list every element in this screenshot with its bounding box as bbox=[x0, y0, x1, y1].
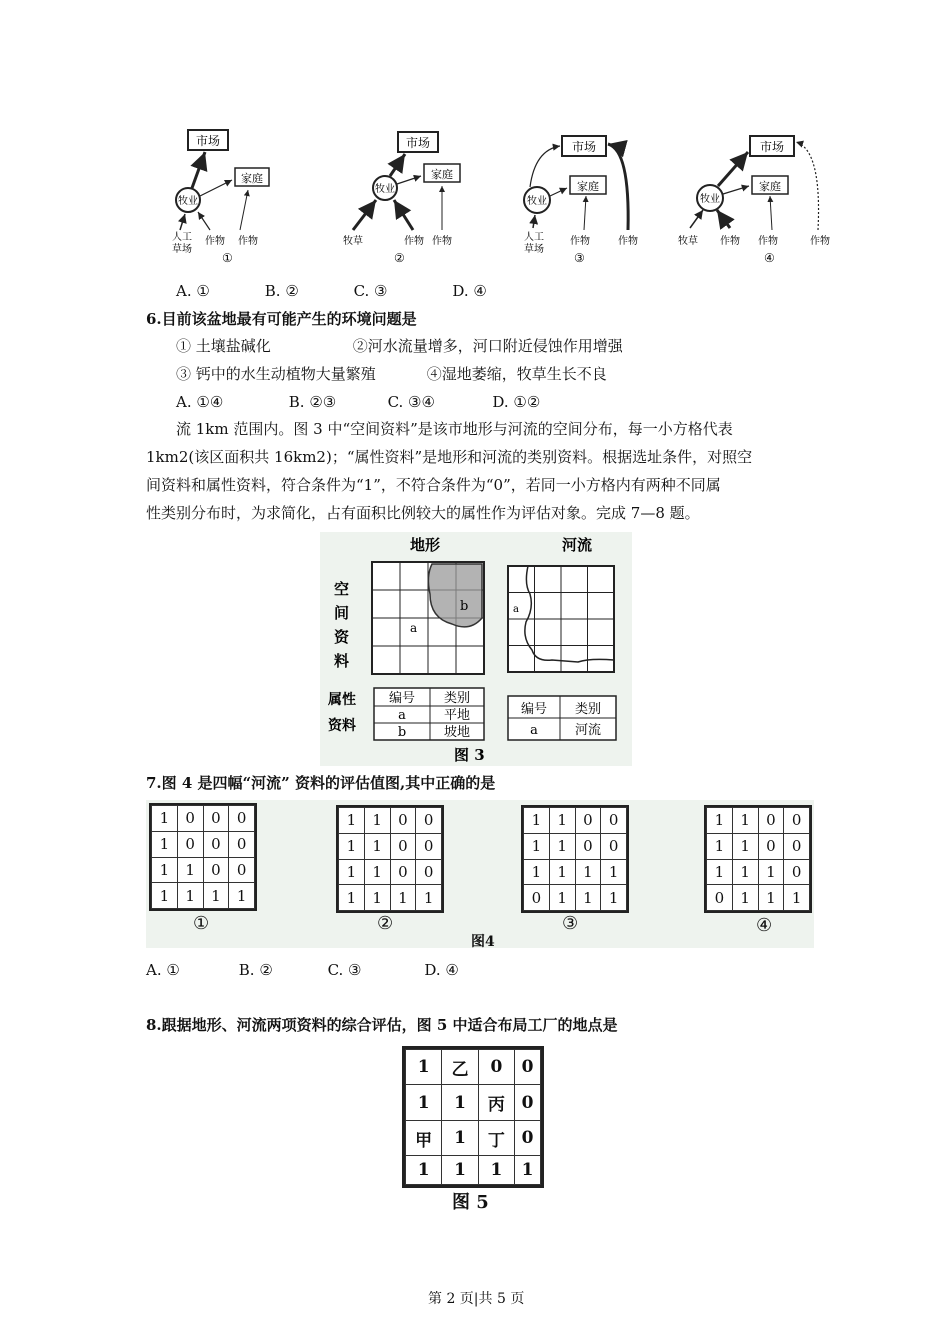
d1-src4: 作物 bbox=[238, 236, 258, 247]
diagram-1 bbox=[172, 130, 269, 265]
terrain-td-1-2: 平地 bbox=[443, 708, 471, 723]
fig5-cell: 1 bbox=[478, 1156, 514, 1185]
fig5-cell: 1 bbox=[406, 1156, 442, 1185]
g1-cell: 1 bbox=[177, 883, 203, 909]
diagram-2 bbox=[343, 132, 460, 265]
fig4-num-3: ③ bbox=[562, 913, 579, 934]
g2-cell: 1 bbox=[364, 885, 390, 911]
d4-src4: 作物 bbox=[810, 236, 830, 247]
g3-cell: 0 bbox=[524, 885, 550, 911]
d2-src1: 牧草 bbox=[343, 236, 363, 247]
fig3-side-4: 料 bbox=[334, 652, 350, 670]
g2-cell: 0 bbox=[390, 833, 416, 859]
terrain-grid bbox=[372, 562, 484, 674]
d2-herder: 牧业 bbox=[375, 184, 395, 195]
g3-cell: 1 bbox=[524, 833, 550, 859]
g1-cell: 1 bbox=[152, 806, 178, 832]
terrain-label-a: a bbox=[410, 621, 418, 635]
terrain-attr-table bbox=[374, 688, 484, 740]
river-label-a: a bbox=[513, 604, 519, 615]
g2-cell: 0 bbox=[416, 833, 442, 859]
g2-cell: 1 bbox=[364, 808, 390, 834]
d1-home: 家庭 bbox=[241, 172, 263, 185]
g4-cell: 0 bbox=[707, 885, 733, 911]
g3-cell: 0 bbox=[601, 808, 627, 834]
q5-option-b[interactable]: B. ② bbox=[264, 282, 299, 300]
page-footer: 第 2 页|共 5 页 bbox=[428, 1291, 525, 1307]
d3-num: ③ bbox=[574, 251, 585, 265]
g3-cell: 0 bbox=[575, 808, 601, 834]
q7-option-d[interactable]: D. ④ bbox=[424, 961, 459, 979]
q5-options bbox=[176, 281, 487, 301]
fig3-attr-1: 属性 bbox=[328, 692, 356, 708]
g2-cell: 1 bbox=[339, 885, 365, 911]
fig3-title-terrain: 地形 bbox=[410, 536, 441, 554]
q6-stem: 6.目前该盆地最有可能产生的环境问题是 bbox=[146, 310, 417, 328]
d3-market: 市场 bbox=[571, 140, 597, 154]
q6-line-2 bbox=[176, 364, 607, 384]
fig5-cell: 1 bbox=[442, 1120, 478, 1155]
g4-cell: 0 bbox=[784, 859, 810, 885]
g2-cell: 0 bbox=[390, 808, 416, 834]
fig5-cell: 0 bbox=[515, 1050, 541, 1085]
fig5-caption: 图 5 bbox=[452, 1192, 489, 1213]
g3-cell: 1 bbox=[575, 885, 601, 911]
q5-option-a[interactable]: A. ① bbox=[176, 282, 210, 300]
g4-cell: 1 bbox=[732, 808, 758, 834]
d1-src1: 人工 bbox=[172, 232, 192, 243]
river-td-1: a bbox=[530, 723, 538, 738]
fig5-cell: 0 bbox=[515, 1120, 541, 1155]
g3-cell: 1 bbox=[524, 859, 550, 885]
terrain-td-1-1: a bbox=[398, 708, 406, 723]
g2-cell: 1 bbox=[339, 859, 365, 885]
fig5-cell: 0 bbox=[515, 1085, 541, 1120]
g4-cell: 1 bbox=[732, 859, 758, 885]
fig4-grid-1 bbox=[149, 803, 257, 911]
river-attr-table bbox=[508, 696, 616, 740]
q7-option-c[interactable]: C. ③ bbox=[327, 961, 362, 979]
fig4-num-1: ① bbox=[193, 913, 210, 934]
g4-cell: 1 bbox=[707, 833, 733, 859]
g4-cell: 1 bbox=[758, 885, 784, 911]
fig3-caption: 图 3 bbox=[454, 746, 485, 764]
d4-src3: 作物 bbox=[758, 236, 778, 247]
g4-cell: 0 bbox=[758, 808, 784, 834]
d4-herder: 牧业 bbox=[700, 194, 720, 205]
fig1-diagrams bbox=[150, 120, 850, 270]
fig5-cell: 1 bbox=[515, 1156, 541, 1185]
river-th-2: 类别 bbox=[574, 702, 602, 717]
g1-cell: 0 bbox=[177, 806, 203, 832]
diagram-4 bbox=[678, 136, 830, 265]
fig4-grid-3 bbox=[521, 805, 629, 913]
q6-item-1: ① 土壤盐碱化 bbox=[176, 337, 271, 355]
g1-cell: 0 bbox=[229, 806, 255, 832]
q6-options bbox=[176, 392, 540, 412]
terrain-th-2: 类别 bbox=[443, 691, 471, 706]
q6-line-1 bbox=[176, 336, 623, 356]
d3-src1: 人工 bbox=[524, 232, 544, 243]
fig5-cell: 丁 bbox=[478, 1120, 514, 1155]
terrain-td-2-1: b bbox=[397, 725, 407, 740]
q6-item-2: ②河水流量增多，河口附近侵蚀作用增强 bbox=[352, 337, 623, 355]
g1-cell: 0 bbox=[229, 857, 255, 883]
d2-market: 市场 bbox=[405, 136, 431, 150]
d3-src3: 作物 bbox=[570, 236, 590, 247]
g2-cell: 0 bbox=[416, 808, 442, 834]
q5-option-c[interactable]: C. ③ bbox=[353, 282, 388, 300]
fig3-side-3: 资 bbox=[334, 628, 350, 646]
g3-cell: 1 bbox=[549, 833, 575, 859]
fig3 bbox=[320, 532, 632, 766]
d2-home: 家庭 bbox=[431, 168, 453, 181]
g2-cell: 1 bbox=[416, 885, 442, 911]
d2-num: ② bbox=[394, 251, 405, 265]
diagram-3 bbox=[524, 136, 638, 265]
g1-cell: 0 bbox=[203, 806, 229, 832]
g3-cell: 1 bbox=[601, 885, 627, 911]
g1-cell: 0 bbox=[203, 831, 229, 857]
fig4-num-2: ② bbox=[377, 913, 394, 934]
q7-options bbox=[146, 960, 459, 980]
g4-cell: 1 bbox=[732, 833, 758, 859]
q7-option-b[interactable]: B. ② bbox=[238, 961, 273, 979]
fig3-side-2: 间 bbox=[334, 604, 350, 622]
fig5-cell: 1 bbox=[406, 1050, 442, 1085]
g1-cell: 1 bbox=[177, 857, 203, 883]
g2-cell: 1 bbox=[364, 833, 390, 859]
g3-cell: 0 bbox=[601, 833, 627, 859]
d4-src1: 牧草 bbox=[678, 236, 698, 247]
g4-cell: 1 bbox=[732, 885, 758, 911]
g1-cell: 0 bbox=[177, 831, 203, 857]
fig3-attr-2: 资料 bbox=[328, 718, 356, 734]
g3-cell: 1 bbox=[601, 859, 627, 885]
d3-home: 家庭 bbox=[577, 180, 599, 193]
g1-cell: 1 bbox=[229, 883, 255, 909]
fig4-grid-2 bbox=[336, 805, 444, 913]
g4-cell: 0 bbox=[784, 833, 810, 859]
g1-cell: 0 bbox=[203, 857, 229, 883]
g4-cell: 1 bbox=[707, 859, 733, 885]
g2-cell: 1 bbox=[339, 833, 365, 859]
d1-src3: 作物 bbox=[205, 236, 225, 247]
d4-num: ④ bbox=[764, 251, 775, 265]
fig4-caption: 图4 bbox=[471, 934, 495, 950]
fig5-cell: 乙 bbox=[442, 1050, 478, 1085]
g3-cell: 1 bbox=[549, 885, 575, 911]
q8-stem: 8.跟据地形、河流两项资料的综合评估，图 5 中适合布局工厂的地点是 bbox=[146, 1016, 618, 1034]
q6-item-3: ③ 钙中的水生动植物大量繁殖 bbox=[176, 365, 376, 383]
g2-cell: 0 bbox=[390, 859, 416, 885]
d2-src3: 作物 bbox=[432, 236, 452, 247]
fig4-num-4: ④ bbox=[756, 915, 773, 936]
g1-cell: 1 bbox=[152, 857, 178, 883]
fig3-title-river: 河流 bbox=[562, 536, 593, 554]
q6-option-c[interactable]: C. ③④ bbox=[387, 393, 435, 411]
river-grid bbox=[508, 566, 614, 672]
g1-cell: 1 bbox=[152, 883, 178, 909]
q7-option-a[interactable]: A. ① bbox=[146, 961, 180, 979]
fig5-cell: 甲 bbox=[406, 1120, 442, 1155]
q7-stem: 7.图 4 是四幅“河流” 资料的评估值图,其中正确的是 bbox=[146, 774, 496, 792]
g2-cell: 1 bbox=[364, 859, 390, 885]
q5-option-d[interactable]: D. ④ bbox=[452, 282, 487, 300]
intro-line-1: 流 1km 范围内。图 3 中“空间资料”是该市地形与河流的空间分布，每一小方格代表 bbox=[176, 420, 733, 438]
g2-cell: 1 bbox=[390, 885, 416, 911]
g3-cell: 1 bbox=[549, 859, 575, 885]
q6-option-b[interactable]: B. ②③ bbox=[288, 393, 337, 411]
fig5-cell: 1 bbox=[442, 1085, 478, 1120]
g1-cell: 0 bbox=[229, 831, 255, 857]
g4-cell: 1 bbox=[758, 859, 784, 885]
intro-line-3: 间资料和属性资料，符合条件为“1”，不符合条件为“0”，若同一小方格内有两种不同属 bbox=[146, 476, 721, 494]
g1-cell: 1 bbox=[203, 883, 229, 909]
d1-herder: 牧业 bbox=[178, 196, 198, 207]
fig4-grid-4 bbox=[704, 805, 812, 913]
fig5-cell: 1 bbox=[442, 1156, 478, 1185]
fig5-cell: 1 bbox=[406, 1085, 442, 1120]
terrain-label-b: b bbox=[460, 599, 469, 614]
d1-src2: 草场 bbox=[172, 244, 192, 255]
d1-market: 市场 bbox=[195, 134, 221, 148]
d1-num: ① bbox=[222, 251, 233, 265]
g2-cell: 0 bbox=[416, 859, 442, 885]
intro-line-2: 1km2(该区面积共 16km2)；“属性资料”是地形和河流的类别资料。根据选址条件，对照空 bbox=[146, 448, 753, 466]
river-td-2: 河流 bbox=[574, 723, 602, 738]
q6-option-a[interactable]: A. ①④ bbox=[176, 393, 224, 411]
fig5-grid bbox=[402, 1046, 544, 1188]
river-th-1: 编号 bbox=[520, 702, 548, 717]
g3-cell: 1 bbox=[575, 859, 601, 885]
g3-cell: 0 bbox=[575, 833, 601, 859]
g4-cell: 1 bbox=[707, 808, 733, 834]
d4-market: 市场 bbox=[759, 140, 785, 154]
d3-src4: 作物 bbox=[618, 236, 638, 247]
g1-cell: 1 bbox=[152, 831, 178, 857]
d2-src2: 作物 bbox=[404, 236, 424, 247]
g3-cell: 1 bbox=[549, 808, 575, 834]
g3-cell: 1 bbox=[524, 808, 550, 834]
d4-src2: 作物 bbox=[720, 236, 740, 247]
fig5-cell: 0 bbox=[478, 1050, 514, 1085]
d3-src2: 草场 bbox=[524, 244, 544, 255]
terrain-td-2-2: 坡地 bbox=[443, 725, 471, 740]
d4-home: 家庭 bbox=[759, 180, 781, 193]
fig3-side-1: 空 bbox=[334, 580, 350, 598]
q6-option-d[interactable]: D. ①② bbox=[492, 393, 541, 411]
g4-cell: 0 bbox=[758, 833, 784, 859]
intro-line-4: 性类别分布时，为求简化，占有面积比例较大的属性作为评估对象。完成 7—8 题。 bbox=[146, 504, 700, 522]
q6-item-4: ④湿地萎缩，牧草生长不良 bbox=[426, 365, 607, 383]
fig5-cell: 丙 bbox=[478, 1085, 514, 1120]
d3-herder: 牧业 bbox=[527, 196, 547, 207]
g2-cell: 1 bbox=[339, 808, 365, 834]
terrain-th-1: 编号 bbox=[388, 691, 416, 706]
g4-cell: 1 bbox=[784, 885, 810, 911]
g4-cell: 0 bbox=[784, 808, 810, 834]
